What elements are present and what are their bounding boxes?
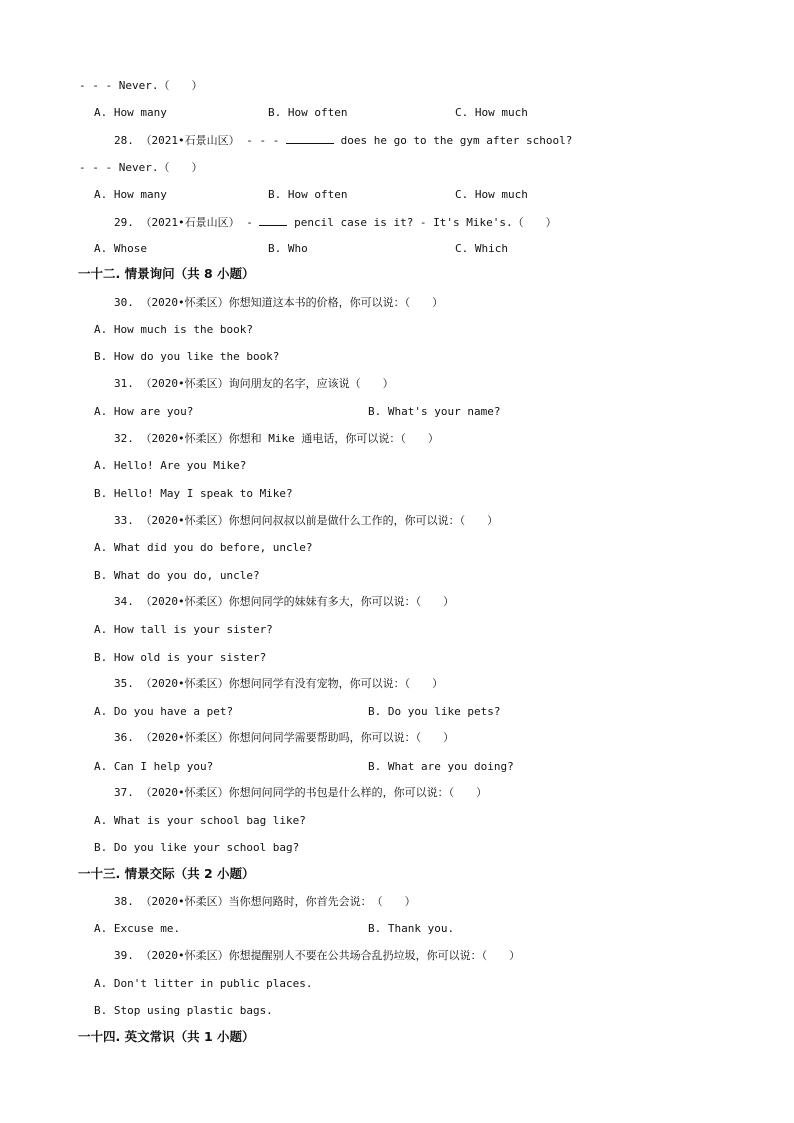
q29-stem: 29. （2021•石景山区） - pencil case is it? - It's Mike's.（ ） — [114, 216, 557, 229]
q31-stem: 31. （2020•怀柔区）询问朋友的名字，应该说（ ） — [114, 377, 394, 390]
q38-stem: 38. （2020•怀柔区）当你想问路时，你首先会说： （ ） — [114, 895, 416, 908]
section-14-heading: 一十四. 英文常识（共 1 小题） — [78, 1029, 255, 1044]
q30-stem: 30. （2020•怀柔区）你想知道这本书的价格，你可以说：（ ） — [114, 296, 444, 309]
q34-option-a: A. How tall is your sister? — [94, 623, 273, 636]
q27-option-c: C. How much — [455, 106, 528, 119]
q31-option-a: A. How are you? — [94, 405, 194, 418]
q37-option-a: A. What is your school bag like? — [94, 814, 306, 827]
q36-option-a: A. Can I help you? — [94, 760, 214, 773]
q31-option-b: B. What's your name? — [368, 405, 501, 418]
q27-option-a: A. How many — [94, 106, 167, 119]
q32-stem: 32. （2020•怀柔区）你想和 Mike 通电话，你可以说：（ ） — [114, 432, 439, 445]
q35-option-a: A. Do you have a pet? — [94, 705, 234, 718]
q30-option-b: B. How do you like the book? — [94, 350, 280, 363]
q29-blank — [259, 214, 287, 226]
q39-option-a: A. Don't litter in public places. — [94, 977, 313, 990]
q28-option-b: B. How often — [268, 188, 348, 201]
q38-option-b: B. Thank you. — [368, 922, 455, 935]
q34-option-b: B. How old is your sister? — [94, 651, 267, 664]
q28-option-c: C. How much — [455, 188, 528, 201]
q32-option-a: A. Hello! Are you Mike? — [94, 459, 247, 472]
q34-stem: 34. （2020•怀柔区）你想问同学的妹妹有多大，你可以说：（ ） — [114, 595, 455, 608]
q27-answer-line: - - - Never.（ ） — [79, 79, 203, 92]
q28-stem: 28. （2021•石景山区） - - - does he go to the gym after school? — [114, 134, 573, 147]
section-13-heading: 一十三. 情景交际（共 2 小题） — [78, 866, 255, 881]
q35-option-b: B. Do you like pets? — [368, 705, 501, 718]
q29-option-b: B. Who — [268, 242, 308, 255]
q27-option-b: B. How often — [268, 106, 348, 119]
q28-blank — [286, 132, 334, 144]
q30-option-a: A. How much is the book? — [94, 323, 253, 336]
q33-stem: 33. （2020•怀柔区）你想问问叔叔以前是做什么工作的，你可以说：（ ） — [114, 514, 499, 527]
q36-option-b: B. What are you doing? — [368, 760, 514, 773]
q32-option-b: B. Hello! May I speak to Mike? — [94, 487, 293, 500]
section-12-heading: 一十二. 情景询问（共 8 小题） — [78, 266, 255, 281]
q29-option-a: A. Whose — [94, 242, 147, 255]
q29-option-c: C. Which — [455, 242, 508, 255]
q28-answer-line: - - - Never.（ ） — [79, 161, 203, 174]
q33-option-b: B. What do you do, uncle? — [94, 569, 260, 582]
q36-stem: 36. （2020•怀柔区）你想问问同学需要帮助吗，你可以说：（ ） — [114, 731, 455, 744]
q28-option-a: A. How many — [94, 188, 167, 201]
q35-stem: 35. （2020•怀柔区）你想问同学有没有宠物，你可以说：（ ） — [114, 677, 444, 690]
q37-stem: 37. （2020•怀柔区）你想问问同学的书包是什么样的，你可以说：（ ） — [114, 786, 488, 799]
q39-option-b: B. Stop using plastic bags. — [94, 1004, 273, 1017]
q33-option-a: A. What did you do before, uncle? — [94, 541, 313, 554]
q37-option-b: B. Do you like your school bag? — [94, 841, 300, 854]
q38-option-a: A. Excuse me. — [94, 922, 181, 935]
q39-stem: 39. （2020•怀柔区）你想提醒别人不要在公共场合乱扔垃圾，你可以说：（ ） — [114, 949, 521, 962]
